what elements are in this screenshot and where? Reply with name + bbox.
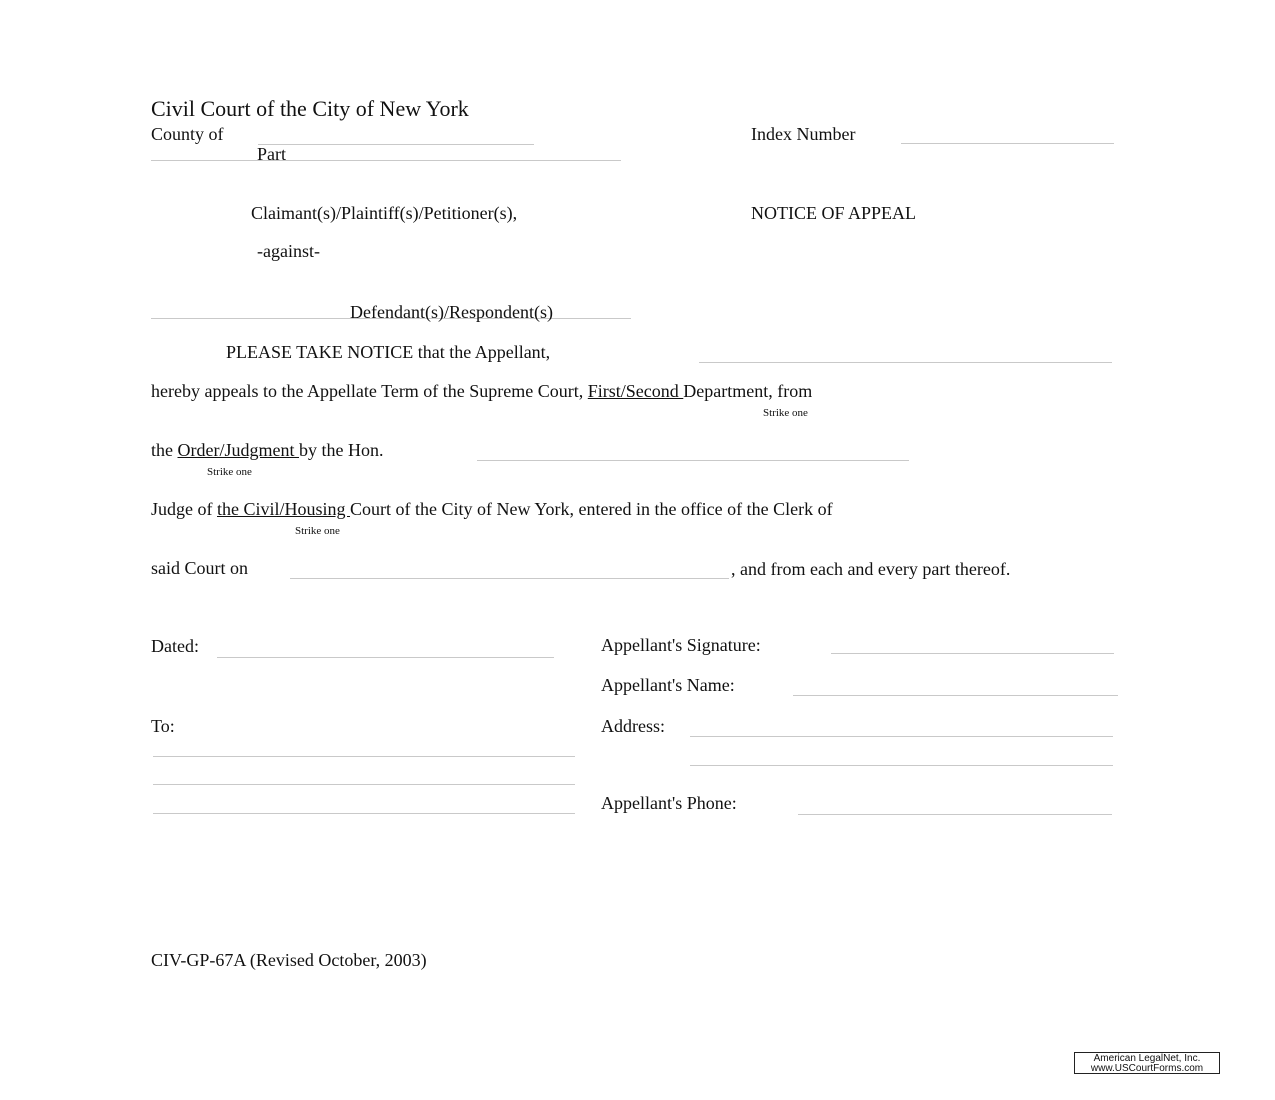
- appeal-line: [151, 381, 812, 401]
- against-label: -against-: [257, 241, 320, 261]
- court-line: [151, 499, 833, 519]
- defendant-label: Defendant(s)/Respondent(s): [350, 302, 553, 322]
- to-line-2[interactable]: [153, 763, 575, 785]
- strike-one-note: Strike one: [763, 407, 808, 419]
- order-line: [151, 440, 383, 460]
- claimant-label: Claimant(s)/Plaintiff(s)/Petitioner(s),: [251, 203, 518, 223]
- address-label: Address:: [601, 716, 665, 736]
- department-choice[interactable]: First/Second: [587, 381, 684, 401]
- to-label: To:: [151, 716, 175, 736]
- appeal-line-end: Department, from: [683, 381, 813, 401]
- address-line-1[interactable]: [690, 715, 1113, 737]
- dated-label: Dated:: [151, 636, 199, 656]
- order-judgment-choice[interactable]: Order/Judgment: [177, 440, 299, 460]
- court-line-end: Court of the City of New York, entered in the office of the Clerk of: [350, 499, 833, 519]
- entered-date-field[interactable]: [290, 557, 729, 579]
- to-line-1[interactable]: [153, 735, 575, 757]
- court-line-text: Judge of: [151, 499, 213, 519]
- strike-one-note: Strike one: [295, 525, 340, 537]
- index-number-field[interactable]: [901, 122, 1114, 144]
- index-number-label: Index Number: [751, 124, 856, 144]
- form-id: CIV-GP-67A (Revised October, 2003): [151, 950, 427, 970]
- order-line-end: by the Hon.: [298, 440, 384, 460]
- name-label: Appellant's Name:: [601, 675, 735, 695]
- judge-name-field[interactable]: [477, 439, 909, 461]
- name-field[interactable]: [793, 674, 1118, 696]
- county-label: County of: [151, 124, 224, 144]
- address-line-2[interactable]: [690, 744, 1113, 766]
- strike-one-note: Strike one: [207, 466, 252, 478]
- court-title: Civil Court of the City of New York: [151, 96, 469, 121]
- court-type-choice[interactable]: the Civil/Housing: [217, 499, 351, 519]
- phone-label: Appellant's Phone:: [601, 793, 737, 813]
- signature-field[interactable]: [831, 632, 1114, 654]
- notice-lead-text: PLEASE TAKE NOTICE that the Appellant,: [226, 342, 551, 362]
- signature-label: Appellant's Signature:: [601, 635, 761, 655]
- part-label: Part: [257, 144, 286, 164]
- entered-label: said Court on: [151, 558, 248, 578]
- publisher-name: American LegalNet, Inc.: [1093, 1053, 1201, 1064]
- appellant-field[interactable]: [699, 341, 1112, 363]
- order-line-text: the: [151, 440, 173, 460]
- publisher-stamp: [1074, 1052, 1220, 1074]
- entered-line-end: , and from each and every part thereof.: [731, 559, 1011, 579]
- appeal-line-text: hereby appeals to the Appellate Term of the Supreme Court,: [151, 381, 584, 401]
- document-title: NOTICE OF APPEAL: [751, 203, 917, 223]
- publisher-url: www.USCourtForms.com: [1090, 1063, 1204, 1074]
- phone-field[interactable]: [798, 793, 1112, 815]
- part-field[interactable]: [300, 138, 621, 160]
- dated-field[interactable]: [217, 636, 554, 658]
- to-line-3[interactable]: [153, 792, 575, 814]
- part-rule: [151, 160, 621, 161]
